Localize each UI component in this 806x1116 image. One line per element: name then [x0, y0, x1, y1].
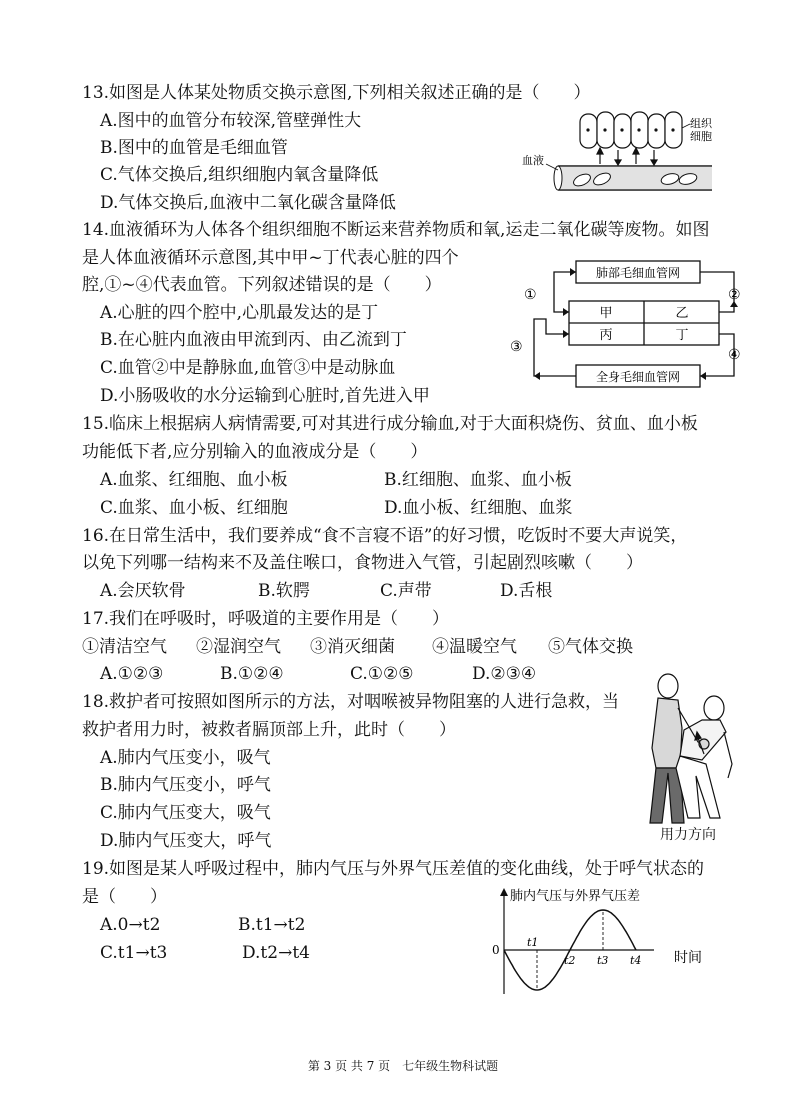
q14-vessel-2: ②	[728, 287, 741, 303]
q17-option-a: A.①②③	[100, 664, 164, 684]
q16-option-a: A.会厌软骨	[100, 581, 186, 601]
q14-chamber-jia: 甲	[599, 306, 613, 321]
q16-option-b: B.软腭	[258, 581, 310, 601]
q18-stem-line-1: 18.救护者可按照如图所示的方法，对咽喉被异物阻塞的人进行急救，当	[82, 692, 620, 712]
q14-chamber-ding: 丁	[675, 328, 689, 343]
q18-stem-line-2: 救护者用力时，被救者膈顶部上升，此时（ ）	[82, 720, 456, 740]
q17-stem: 17.我们在呼吸时，呼吸道的主要作用是（ ）	[82, 609, 450, 629]
q17-item-2: ②湿润空气	[196, 637, 281, 657]
q14-option-c: C.血管②中是静脉血,血管③中是动脉血	[100, 358, 396, 378]
q13-option-a: A.图中的血管分布较深,管壁弹性大	[100, 111, 362, 131]
q17-option-b: B.①②④	[220, 664, 284, 684]
q14-option-d: D.小肠吸收的水分运输到心脏时,首先进入甲	[100, 386, 430, 406]
q19-option-b: B.t1→t2	[238, 915, 306, 935]
q13-blood-label: 血液	[522, 154, 544, 167]
q19-option-c: C.t1→t3	[100, 943, 168, 963]
q15-option-d: D.血小板、红细胞、血浆	[384, 498, 573, 518]
tick-label-t4: t4	[630, 954, 642, 967]
q18-option-c: C.肺内气压变大，吸气	[100, 803, 271, 823]
q14-option-b: B.在心脏内血液由甲流到丙、由乙流到丁	[100, 330, 407, 350]
q13-exchange-figure	[522, 108, 732, 203]
q17-item-5: ⑤气体交换	[548, 637, 633, 657]
q18-option-a: A.肺内气压变小，吸气	[100, 748, 271, 768]
q15-stem-line-1: 15.临床上根据病人病情需要,可对其进行成分输血,对于大面积烧伤、贫血、血小板	[82, 414, 698, 434]
q17-option-c: C.①②⑤	[350, 664, 414, 684]
q13-option-b: B.图中的血管是毛细血管	[100, 138, 288, 158]
q14-lung-capillary-box: 肺部毛细血管网	[595, 266, 681, 280]
tick-label-t2: t2	[564, 954, 576, 967]
q16-stem-line-2: 以免下列哪一结构来不及盖住喉口，食物进入气管，引起剧烈咳嗽（ ）	[82, 553, 643, 573]
q13-option-c: C.气体交换后,组织细胞内氧含量降低	[100, 165, 379, 185]
q14-stem-line-1: 14.血液循环为人体各个组织细胞不断运来营养物质和氧,运走二氧化碳等废物。如图	[82, 220, 710, 240]
q17-option-d: D.②③④	[472, 664, 537, 684]
q18-figure-caption: 用力方向	[660, 827, 716, 843]
q13-tissue-label-1: 组织	[690, 117, 712, 130]
q14-vessel-1: ①	[524, 287, 537, 303]
q14-vessel-3: ③	[510, 339, 523, 355]
page-footer: 第 3 页 共 7 页 七年级生物科试题	[307, 1059, 499, 1073]
q13-tissue-label-2: 细胞	[690, 130, 712, 143]
q19-stem-line-2: 是（ ）	[82, 887, 167, 907]
q14-stem-line-2: 是人体血液循环示意图,其中甲~丁代表心脏的四个	[82, 248, 459, 268]
x-axis-label: 时间	[674, 950, 702, 966]
q13-stem: 13.如图是人体某处物质交换示意图,下列相关叙述正确的是（ ）	[82, 83, 591, 103]
q13-option-d: D.气体交换后,血液中二氧化碳含量降低	[100, 193, 396, 213]
origin-label: 0	[492, 943, 500, 957]
q14-chamber-bing: 丙	[599, 328, 613, 343]
q18-heimlich-figure	[640, 668, 740, 828]
q14-chamber-yi: 乙	[675, 306, 689, 321]
q14-stem-line-3: 腔,①~④代表血管。下列叙述错误的是（ ）	[82, 275, 442, 295]
q15-option-a: A.血浆、红细胞、血小板	[100, 470, 288, 490]
tick-label-t1: t1	[527, 936, 539, 949]
y-axis-arrow	[500, 888, 508, 896]
tick-label-t3: t3	[597, 954, 609, 967]
q16-stem-line-1: 16.在日常生活中，我们要养成“食不言寝不语”的好习惯，吃饭时不要大声说笑，	[82, 526, 688, 546]
q19-stem-line-1: 19.如图是某人呼吸过程中，肺内气压与外界气压差值的变化曲线，处于呼气状态的	[82, 859, 705, 879]
q19-option-a: A.0→t2	[100, 915, 161, 935]
q18-option-b: B.肺内气压变小，呼气	[100, 775, 271, 795]
q14-option-a: A.心脏的四个腔中,心肌最发达的是丁	[100, 303, 379, 323]
y-axis-label: 肺内气压与外界气压差	[510, 889, 641, 904]
q18-option-d: D.肺内气压变大，呼气	[100, 831, 272, 851]
q14-vessel-4: ④	[728, 347, 741, 363]
q15-option-b: B.红细胞、血浆、血小板	[384, 470, 572, 490]
q16-option-d: D.舌根	[500, 581, 553, 601]
q15-stem-line-2: 功能低下者,应分别输入的血液成分是（ ）	[82, 442, 428, 462]
q19-pressure-chart	[486, 884, 716, 1002]
q17-item-3: ③消灭细菌	[310, 637, 395, 657]
q14-circulation-figure	[506, 255, 756, 395]
q14-body-capillary-box: 全身毛细血管网	[595, 370, 681, 384]
q15-option-c: C.血浆、血小板、红细胞	[100, 498, 288, 518]
q16-option-c: C.声带	[380, 581, 432, 601]
q19-option-d: D.t2→t4	[242, 943, 310, 963]
q17-item-1: ①清洁空气	[82, 637, 167, 657]
q17-item-4: ④温暖空气	[432, 637, 517, 657]
